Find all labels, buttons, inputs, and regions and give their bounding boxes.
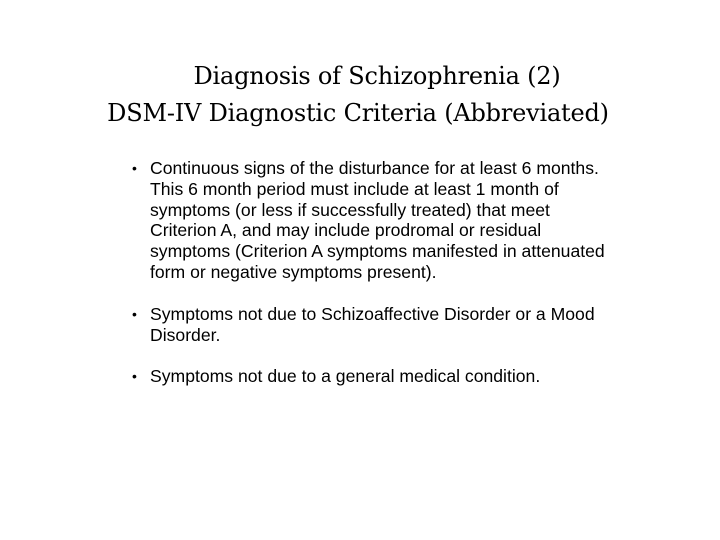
bullet-text-line: Symptoms not due to Schizoaffective Disorder or a Mood [150,303,595,324]
bullet-text-line: This 6 month period must include at least 1 month of [150,178,559,199]
bullet-text-line: form or negative symptoms present). [150,261,437,282]
bullet-text-line: Criterion A, and may include prodromal or residual [150,220,542,241]
bullet-icon: • [132,160,137,176]
bullet-text-line: symptoms (or less if successfully treated) that meet [150,199,550,220]
bullet-text-line: Continuous signs of the disturbance for at least 6 months. [150,158,599,178]
bullet-icon: • [132,305,137,322]
bullet-text-line: symptoms (Criterion A symptoms manifested in attenuated [150,241,605,262]
bullet-text-line: Symptoms not due to a general medical condition. [150,366,541,387]
bullet-text-line: Disorder. [150,324,221,345]
slide-title [80,58,640,132]
title-line-2: DSM-IV Diagnostic Criteria (Abbreviated) [107,99,609,127]
title-line-1: Diagnosis of Schizophrenia (2) [193,62,561,90]
bullet-item [132,366,672,387]
bullet-item [132,158,672,283]
bullet-icon: • [132,368,137,385]
bullet-item [132,304,672,346]
bullet-list [132,158,672,408]
